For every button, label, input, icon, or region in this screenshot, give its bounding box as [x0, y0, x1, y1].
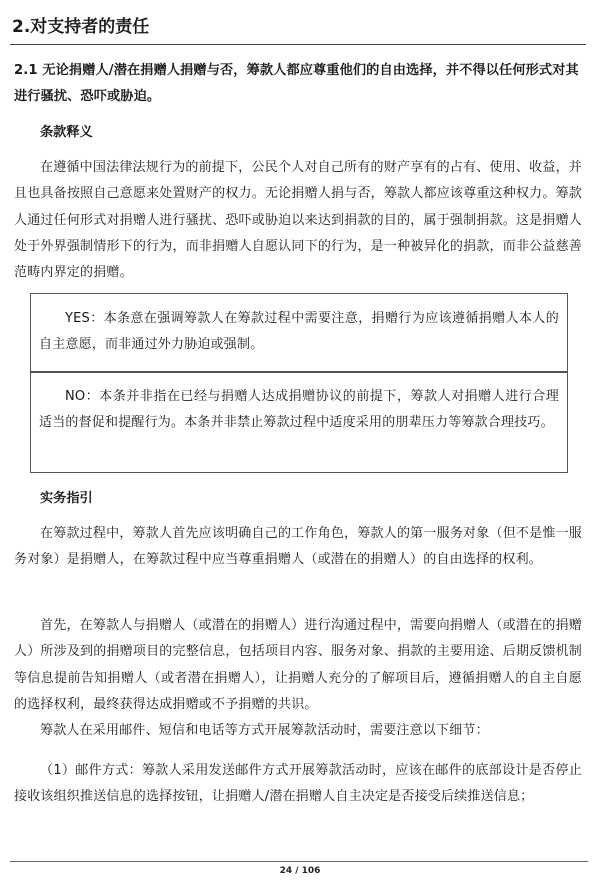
guidance-paragraph-2: 首先，在筹款人与捐赠人（或潜在的捐赠人）进行沟通过程中，需要向捐赠人（或潜在的捐赠人）所涉及到的捐赠项目的完整信息，包括项目内容、服务对象、捐款的主要用途、后期反馈机制等信息提前告知捐赠人（或者潜在捐赠人），让捐赠人充分的了解项目后，遵循捐赠人的自主自愿的选择权利，最终获得达成捐赠或不予捐赠的共识。	[14, 618, 582, 712]
guidance-heading: 实务指引	[40, 491, 93, 506]
no-box-text: NO：本条并非指在已经与捐赠人达成捐赠协议的前提下，筹款人对捐赠人进行合理适当的督促和提醒行为。本条并非禁止筹款过程中适度采用的朋辈压力等筹款合理技巧。	[39, 389, 559, 430]
guidance-paragraph-3: 筹款人在采用邮件、短信和电话等方式开展筹款活动时，需要注意以下细节：	[40, 723, 489, 738]
section-title: 2.对支持者的责任	[12, 17, 150, 37]
guidance-paragraph-4: （1）邮件方式：筹款人采用发送邮件方式开展筹款活动时，应该在邮件的底部设计是否停止接收该组织推送信息的选择按钮，让捐赠人/潜在捐赠人自主决定是否接受后续推送信息；	[14, 763, 582, 805]
yes-box-text: YES：本条意在强调筹款人在筹款过程中需要注意，捐赠行为应该遵循捐赠人本人的自主意愿，而非通过外力胁迫或强制。	[39, 311, 559, 352]
no-box	[30, 371, 568, 473]
yes-box	[30, 293, 568, 373]
title-divider	[10, 44, 586, 45]
interpretation-heading: 条款释义	[40, 125, 93, 140]
clause-title: 2.1 无论捐赠人/潜在捐赠人捐赠与否，筹款人都应尊重他们的自由选择，并不得以任何形式对其进行骚扰、恐吓或胁迫。	[14, 63, 579, 104]
interpretation-paragraph: 在遵循中国法律法规行为的前提下，公民个人对自己所有的财产享有的占有、使用、收益，并且也具备按照自己意愿来处置财产的权力。无论捐赠人捐与否，筹款人都应该尊重这种权力。筹款人通过任何形式对捐赠人进行骚扰、恐吓或胁迫以来达到捐款的目的，属于强制捐款。这是捐赠人处于外界强制情形下的行为，而非捐赠人自愿认同下的行为，是一种被异化的捐款，而非公益慈善范畴内界定的捐赠。	[14, 160, 582, 281]
page-number: 24 / 106	[279, 866, 321, 876]
footer-divider	[10, 861, 588, 862]
guidance-paragraph-1: 在筹款过程中，筹款人首先应该明确自己的工作角色，筹款人的第一服务对象（但不是惟一服务对象）是捐赠人，在筹款过程中应当尊重捐赠人（或潜在的捐赠人）的自由选择的权利。	[14, 526, 582, 568]
